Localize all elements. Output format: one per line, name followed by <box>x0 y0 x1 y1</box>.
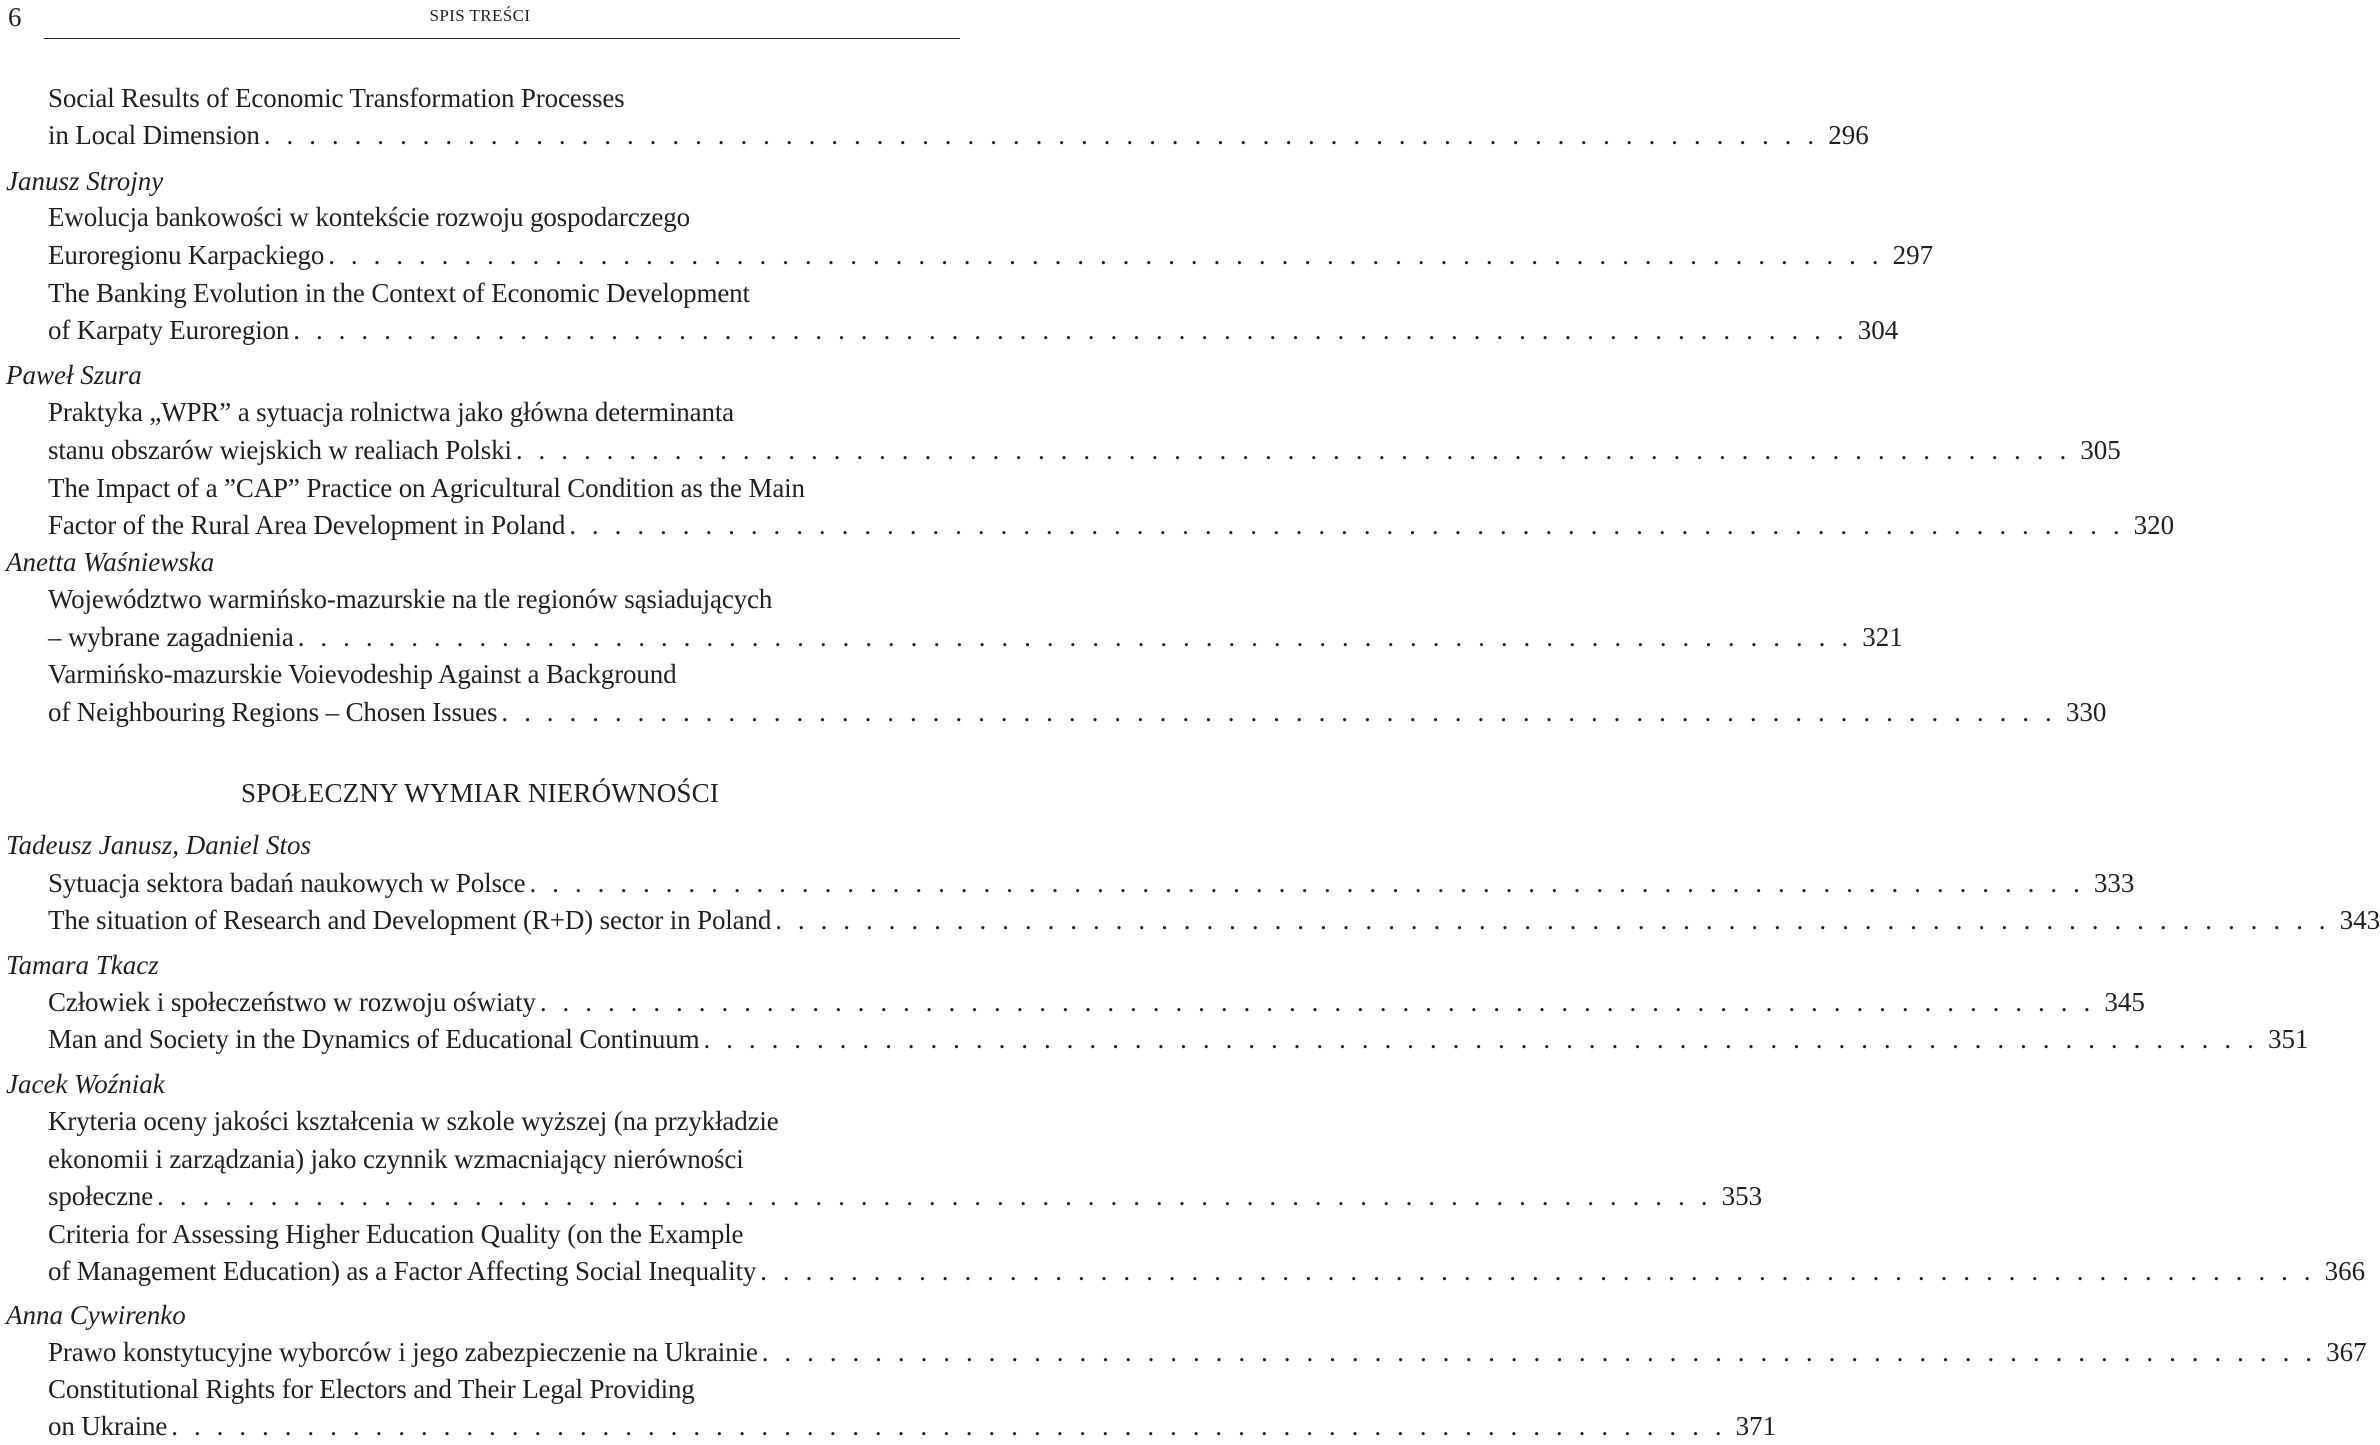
page-ref: 343 <box>2339 905 2380 935</box>
entry-title: – wybrane zagadnienia <box>48 622 294 652</box>
toc-entry-line <box>48 198 956 236</box>
page-ref: 305 <box>2080 435 2121 465</box>
author-name: Jacek Woźniak <box>6 1069 165 1099</box>
toc-entry-line <box>48 1177 1763 1215</box>
toc-entry-line <box>48 1102 956 1140</box>
page-ref: 296 <box>1828 120 1869 150</box>
toc-entry-line <box>48 693 2107 731</box>
entry-title: Województwo warmińsko-mazurskie na tle regionów sąsiadujących <box>48 584 773 614</box>
toc-entry-line <box>48 901 2380 939</box>
dot-leader: . . . . . . . . . . . . . . . . . . . . . . . . . . . . . . . . . . . . . . . . . . . . . . . . . . . . . . . . . . . . . . . . . . . . . <box>501 697 2057 727</box>
page-ref: 371 <box>1735 1411 1777 1441</box>
dot-leader: . . . . . . . . . . . . . . . . . . . . . . . . . . . . . . . . . . . . . . . . . . . . . . . . . . . . . . . . . . . . . . . . . . . . . <box>297 622 1853 652</box>
dot-leader: . . . . . . . . . . . . . . . . . . . . . . . . . . . . . . . . . . . . . . . . . . . . . . . . . . . . . . . . . . . . . . . . . . . . . <box>539 987 2095 1017</box>
author-name: Paweł Szura <box>6 360 142 390</box>
page-ref: 353 <box>1721 1181 1763 1211</box>
page-ref: 345 <box>2104 987 2145 1017</box>
toc-entry-line <box>48 1370 956 1408</box>
page-ref: 333 <box>2093 868 2135 898</box>
page-header <box>0 0 960 40</box>
entry-title: in Local Dimension <box>48 120 260 150</box>
toc-entry-line <box>48 580 956 618</box>
dot-leader: . . . . . . . . . . . . . . . . . . . . . . . . . . . . . . . . . . . . . . . . . . . . . . . . . . . . . . . . . . . . . . . . . . . . . <box>328 240 1884 270</box>
entry-title: Constitutional Rights for Electors and Their Legal Providing <box>48 1374 695 1404</box>
toc-entry-line <box>48 655 956 693</box>
entry-title: The Impact of a ”CAP” Practice on Agricultural Condition as the Main <box>48 473 805 503</box>
header-rule <box>44 38 960 39</box>
entry-title: Social Results of Economic Transformation Processes <box>48 83 625 113</box>
entry-title: Sytuacja sektora badań naukowych w Polsce <box>48 868 526 898</box>
entry-title: The situation of Research and Development (R+D) sector in Poland <box>48 905 772 935</box>
running-head: SPIS TREŚCI <box>429 6 531 25</box>
dot-leader: . . . . . . . . . . . . . . . . . . . . . . . . . . . . . . . . . . . . . . . . . . . . . . . . . . . . . . . . . . . . . . . . . . . . . <box>263 120 1819 150</box>
toc-entry-line <box>48 236 1934 274</box>
toc-entry-line <box>48 1140 956 1178</box>
entry-title: Man and Society in the Dynamics of Educational Continuum <box>48 1024 700 1054</box>
entry-title: of Neighbouring Regions – Chosen Issues <box>48 697 498 727</box>
author-name: Janusz Strojny <box>6 166 164 196</box>
dot-leader: . . . . . . . . . . . . . . . . . . . . . . . . . . . . . . . . . . . . . . . . . . . . . . . . . . . . . . . . . . . . . . . . . . . . . <box>760 1256 2316 1286</box>
toc-entry-line <box>48 469 956 507</box>
dot-leader: . . . . . . . . . . . . . . . . . . . . . . . . . . . . . . . . . . . . . . . . . . . . . . . . . . . . . . . . . . . . . . . . . . . . . <box>171 1411 1727 1441</box>
toc-entry-line <box>48 274 956 312</box>
page-ref: 321 <box>1862 622 1903 652</box>
toc-entry-line <box>48 1020 2309 1058</box>
page-ref: 351 <box>2267 1024 2309 1054</box>
entry-title: ekonomii i zarządzania) jako czynnik wzmacniający nierówności <box>48 1144 744 1174</box>
toc-entry-line <box>48 1215 956 1253</box>
entry-title: Prawo konstytucyjne wyborców i jego zabezpieczenie na Ukrainie <box>48 1337 758 1367</box>
page-ref: 304 <box>1857 315 1899 345</box>
author-name: Tadeusz Janusz, Daniel Stos <box>6 830 312 860</box>
toc-entry-line <box>48 1252 2366 1290</box>
toc-entry-line <box>48 393 956 431</box>
page-ref: 330 <box>2065 697 2107 727</box>
entry-title: Kryteria oceny jakości kształcenia w szkole wyższej (na przykładzie <box>48 1106 779 1136</box>
entry-title: Praktyka „WPR” a sytuacja rolnictwa jako główna determinanta <box>48 397 735 427</box>
dot-leader: . . . . . . . . . . . . . . . . . . . . . . . . . . . . . . . . . . . . . . . . . . . . . . . . . . . . . . . . . . . . . . . . . . . . . <box>761 1337 2317 1367</box>
author-name: Anetta Waśniewska <box>6 547 215 577</box>
entry-title: Euroregionu Karpackiego <box>48 240 325 270</box>
section-heading: SPOŁECZNY WYMIAR NIERÓWNOŚCI <box>240 778 720 808</box>
page-ref: 367 <box>2326 1337 2367 1367</box>
page-number: 6 <box>8 2 22 32</box>
dot-leader: . . . . . . . . . . . . . . . . . . . . . . . . . . . . . . . . . . . . . . . . . . . . . . . . . . . . . . . . . . . . . . . . . . . . . <box>529 868 2085 898</box>
toc-entry-line <box>48 506 2175 544</box>
dot-leader: . . . . . . . . . . . . . . . . . . . . . . . . . . . . . . . . . . . . . . . . . . . . . . . . . . . . . . . . . . . . . . . . . . . . . <box>569 510 2125 540</box>
entry-title: Ewolucja bankowości w kontekście rozwoju gospodarczego <box>48 202 690 232</box>
dot-leader: . . . . . . . . . . . . . . . . . . . . . . . . . . . . . . . . . . . . . . . . . . . . . . . . . . . . . . . . . . . . . . . . . . . . . <box>157 1181 1713 1211</box>
entry-title: Factor of the Rural Area Development in Poland <box>48 510 566 540</box>
entry-title: stanu obszarów wiejskich w realiach Polski <box>48 435 512 465</box>
entry-title: społeczne <box>48 1181 154 1211</box>
toc-entry-line <box>48 79 956 117</box>
toc-entry-line <box>48 311 1899 349</box>
dot-leader: . . . . . . . . . . . . . . . . . . . . . . . . . . . . . . . . . . . . . . . . . . . . . . . . . . . . . . . . . . . . . . . . . . . . . <box>775 905 2331 935</box>
toc-entry-line <box>48 116 1869 154</box>
entry-title: of Management Education) as a Factor Affecting Social Inequality <box>48 1256 757 1286</box>
entry-title: Człowiek i społeczeństwo w rozwoju oświaty <box>48 987 536 1017</box>
entry-title: on Ukraine <box>48 1411 168 1441</box>
toc-entry-line <box>48 864 2135 902</box>
entry-title: The Banking Evolution in the Context of Economic Development <box>48 278 750 308</box>
page-ref: 320 <box>2133 510 2175 540</box>
dot-leader: . . . . . . . . . . . . . . . . . . . . . . . . . . . . . . . . . . . . . . . . . . . . . . . . . . . . . . . . . . . . . . . . . . . . . <box>293 315 1849 345</box>
page-ref: 366 <box>2324 1256 2366 1286</box>
dot-leader: . . . . . . . . . . . . . . . . . . . . . . . . . . . . . . . . . . . . . . . . . . . . . . . . . . . . . . . . . . . . . . . . . . . . . <box>515 435 2071 465</box>
author-name: Tamara Tkacz <box>6 950 159 980</box>
entry-title: Varmińsko-mazurskie Voievodeship Against a Background <box>48 659 677 689</box>
toc-entry-line <box>48 618 1903 656</box>
dot-leader: . . . . . . . . . . . . . . . . . . . . . . . . . . . . . . . . . . . . . . . . . . . . . . . . . . . . . . . . . . . . . . . . . . . . . <box>703 1024 2259 1054</box>
entry-title: of Karpaty Euroregion <box>48 315 290 345</box>
toc-entry-line <box>48 1333 2367 1371</box>
toc-entry-line <box>48 1407 1777 1445</box>
toc-entry-line <box>48 431 2121 469</box>
page-ref: 297 <box>1892 240 1934 270</box>
toc-entry-line <box>48 983 2145 1021</box>
entry-title: Criteria for Assessing Higher Education Quality (on the Example <box>48 1219 744 1249</box>
author-name: Anna Cywirenko <box>6 1300 186 1330</box>
